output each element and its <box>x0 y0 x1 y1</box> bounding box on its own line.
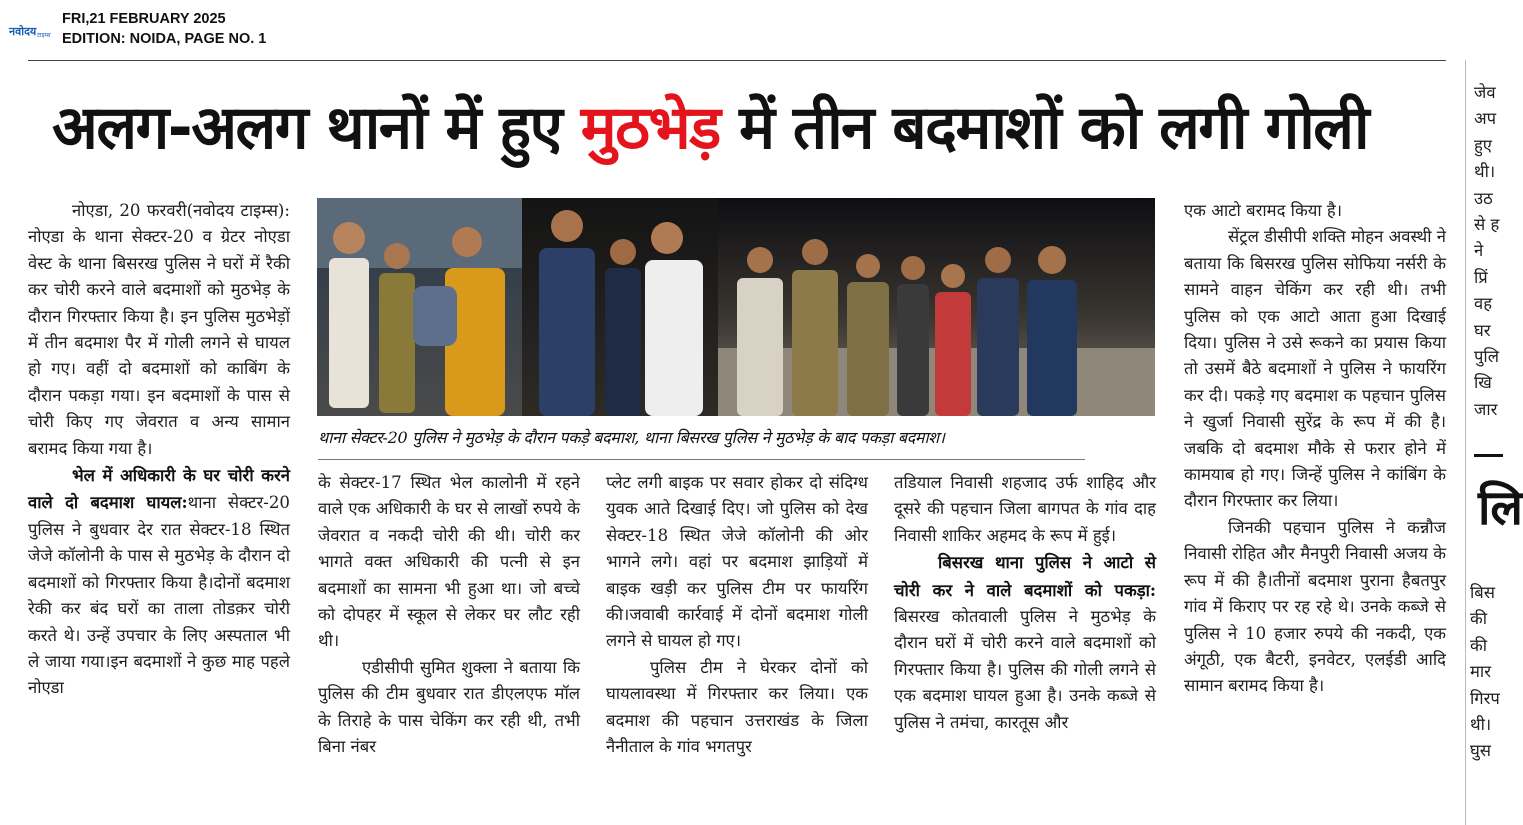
paragraph: एडीसीपी सुमित शुक्ला ने बताया कि पुलिस की टीम बुधवार रात डीएलएफ मॉल के तिराहे के पास चेकिंग कर रही थी, तभी बिना नंबर <box>318 657 580 757</box>
column-separator <box>1465 60 1466 825</box>
adjacent-article-top <box>1474 80 1503 423</box>
paragraph: प्लेट लगी बाइक पर सवार होकर दो संदिग्ध युवक आते दिखाई दिए। जो पुलिस को देख सेक्टर-18 स्थित जेजे कॉलोनी की ओर भागने लगे। वहां पर बदमाश झाड़ियों में बाइक खड़ी कर पुलिस टीम पर फायरिंग की।जवाबी कार्रवाई में दोनों बदमाश गोली लगने से घायल हो गए। <box>606 473 868 651</box>
adjacent-line: जेव <box>1474 83 1496 102</box>
paragraph: के सेक्टर-17 स्थित भेल कालोनी में रहने वाले एक अधिकारी के घर से लाखों रुपये के जेवरात व नकदी चोरी की थी। चोरी कर भागते वक्त अधिकारी की पत्नी से इन बदमाशों का सामना भी हुआ था। जो बच्चे को दोपहर में स्कूल से लेकर घर लौट रही थी। <box>318 473 580 651</box>
article-column-2 <box>318 470 580 760</box>
article-column-3 <box>606 470 868 760</box>
adjacent-line: घुस <box>1470 741 1492 761</box>
adjacent-line: जार <box>1474 399 1498 419</box>
newspaper-logo[interactable] <box>8 18 52 44</box>
paragraph-bhel: थाना सेक्टर-20 पुलिस ने बुधवार देर रात सेक्टर-18 स्थित जेजे कॉलोनी के पास से मुठभेड़ के दौरान दो बदमाशों को गिरफ्तार किया है।दोनों बदमाश रेकी कर बंद घरों का ताला तोडक़र चोरी करते थे। उन्हें उपचार के लिए अस्पताल भी ले जाया गया।इन बदमाशों ने कुछ माह पहले नोएडा <box>28 493 290 698</box>
epaper-header <box>0 0 1503 60</box>
sub-heading-bisrakh: बिसरख थाना पुलिस ने आटो से चोरी कर ने वाले बदमाशों को पकड़ा: <box>894 552 1156 600</box>
adjacent-rule <box>1474 454 1503 457</box>
paragraph: पुलिस टीम ने घेरकर दोनों को घायलावस्था में गिरफ्तार कर लिया। एक बदमाश की पहचान उत्तराखंड के जिला नैनीताल के गांव भगतपुर <box>606 657 868 757</box>
issue-date: FRI,21 FEBRUARY 2025 <box>62 11 226 27</box>
paragraph: जिनकी पहचान पुलिस ने कन्नौज निवासी रोहित और मैनपुरी निवासी अजय के रूप में की है।तीनों बदमाश पुराना हैबतपुर गांव में किराए पर रह रहे थे। उनके कब्जे से पुलिस ने 10 हजार रुपये की नकदी, एक अंगूठी, एक बैटरी, इनवेटर, एलईडी आदि सामान बरामद किया है। <box>1184 517 1446 696</box>
headline <box>52 82 1452 174</box>
adjacent-line: थी। <box>1470 715 1492 735</box>
article-column-4 <box>894 470 1156 736</box>
adjacent-line: ने <box>1474 241 1484 261</box>
adjacent-headline-fragment: लि <box>1478 480 1523 536</box>
header-rule <box>28 60 1446 61</box>
headline-start: अलग-अलग थानों में हुए <box>52 93 581 163</box>
sub-heading-bhel: भेल में अधिकारी के घर चोरी करने वाले दो बदमाश घायल: <box>28 465 290 513</box>
paragraph: तडियाल निवासी शहजाद उर्फ शाहिद और दूसरे की पहचान जिला बागपत के गांव दाह निवासी शाकिर अहमद के रूप में हुई। <box>894 473 1156 545</box>
adjacent-line: बिस <box>1470 583 1495 602</box>
svg-text:टाइम्स: टाइम्स <box>37 32 51 39</box>
edition-page: EDITION: NOIDA, PAGE NO. 1 <box>62 31 267 47</box>
adjacent-line: थी। <box>1474 162 1496 182</box>
paragraph: एक आटो बरामद किया है। <box>1184 201 1342 220</box>
paragraph: सेंट्रल डीसीपी शक्ति मोहन अवस्थी ने बताया कि बिसरख पुलिस सोफिया नर्सरी के सामने वाहन चेकिंग कर रही थी। तभी पुलिस को एक आटो आता हुआ दिखाई दिया। पुलिस ने उसे रूकने का प्रयास किया तो उसमें बैठे बदमाशों ने पुलिस ने फायरिंग कर दी। पकड़े गए बदमाश क पहचान पुलिस ने खुर्जा निवासी सुरेंद्र के रूप में की है। जबकि दो बदमाश मौके से फरार होने में कामयाब हो गए। जिन्हें पुलिस ने कांबिंग के दौरान गिरफ्तार कर लिया। <box>1184 227 1446 511</box>
news-photo[interactable] <box>317 198 1155 416</box>
dateline-paragraph: नोएडा, 20 फरवरी(नवोदय टाइम्स): नोएडा के थाना सेक्टर-20 व ग्रेटर नोएडा वेस्ट के थाना बिसरख पुलिस ने घरों में रैकी कर चोरी करने वाले बदमाशों को मुठभेड़ के दौरान गिरफ्तार किया है। इन पुलिस मुठभेड़ों में तीन बदमाश पैर में गोली लगने से घायल हो गए। वहीं दो बदमाशों को काबिंग के दौरान पकड़ा गया। इन बदमाशों के पास से चोरी किए गए जेवरात व अन्य सामान बरामद किया गया है। <box>28 201 290 458</box>
adjacent-line: से ह <box>1474 215 1500 235</box>
svg-text:नवोदय: नवोदय <box>9 25 37 38</box>
adjacent-line: अप <box>1474 109 1497 129</box>
edition-info <box>62 9 266 49</box>
headline-end: में तीन बदमाशों को लगी गोली <box>719 93 1369 163</box>
adjacent-article-bottom <box>1470 580 1503 765</box>
adjacent-line: प्रिं <box>1474 267 1488 287</box>
article-column-5 <box>1184 198 1446 700</box>
photo-caption: थाना सेक्टर-20 पुलिस ने मुठभेड़ के दौरान पकड़े बदमाश, थाना बिसरख पुलिस ने मुठभेड़ के बाद पकड़ा बदमाश। <box>318 428 945 447</box>
adjacent-line: की <box>1470 635 1488 655</box>
adjacent-line: उठ <box>1474 188 1493 208</box>
adjacent-line: हुए <box>1474 135 1492 155</box>
arrest-photo-image <box>317 198 1155 416</box>
headline-highlight: मुठभेड़ <box>580 93 720 163</box>
paragraph-bisrakh: बिसरख कोतवाली पुलिस ने मुठभेड़ के दौरान घरों में चोरी करने वाले बदमाशों को गिरफ्तार किया है। पुलिस की गोली लगने से एक बदमाश घायल हुआ है। उनके कब्जे से पुलिस ने तमंचा, कारतूस और <box>894 607 1156 732</box>
adjacent-line: मार <box>1470 662 1492 682</box>
adjacent-line: वह <box>1474 294 1493 314</box>
adjacent-line: गिरप <box>1470 688 1500 708</box>
caption-rule <box>318 459 1085 460</box>
adjacent-line: पुलि <box>1474 347 1499 367</box>
article-column-1 <box>28 198 290 702</box>
adjacent-line: खि <box>1474 373 1492 393</box>
adjacent-line: की <box>1470 609 1488 629</box>
adjacent-line: घर <box>1474 320 1491 340</box>
